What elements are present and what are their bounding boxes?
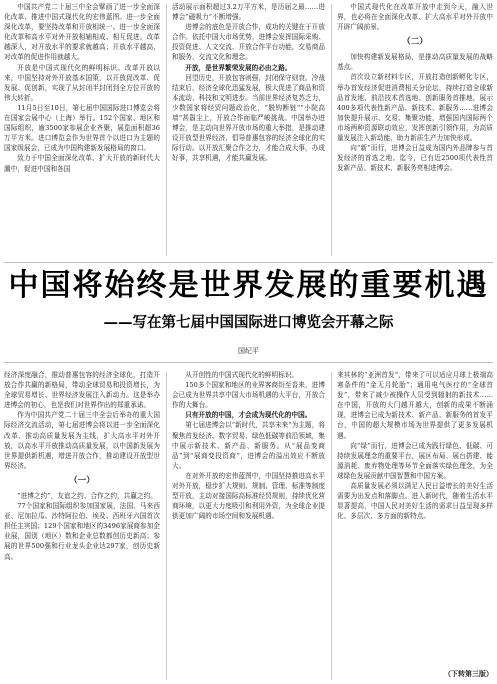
paragraph: 中国式现代化在改革开放中走到今天，融入世界，也必将在全面深化改革、扩大高水平对外开放中开辟广阔前景。 bbox=[337, 3, 493, 32]
divider bbox=[4, 362, 493, 363]
section-heading: （二） bbox=[402, 37, 428, 48]
article-column-bottom-1 bbox=[4, 370, 160, 682]
byline: 国纪平 bbox=[238, 347, 259, 355]
paragraph: 致力于中国全面深化改革、扩大开放的新时代大潮中，促进中国和各国 bbox=[4, 154, 160, 173]
paragraph: 开放，是世界繁荣发展的必由之路。 bbox=[185, 63, 292, 72]
paragraph: 作为中国共产党二十届三中全会后举办的重大国际经济交流活动，第七届进博会将以进一步全面深化改革、推动高质量发展为主线，扩大高水平对外开放，以高水平开放推动高质量发展，以中国新发展为世界提供新机遇，增进开放合作，推动建设开放型世界经济。 bbox=[4, 411, 160, 470]
paragraph: 77个国家和国际组织参加国家展，法国、马来西亚、尼加拉瓜、沙特阿拉伯、埃及、西班牙六国首次担任主宾国；129个国家和地区的3496家展商参加企业展，国别（地区）数和企业总数都创历史新高；参展的世界500强和行业龙头企业达297家，创历史新高。 bbox=[4, 502, 160, 561]
paragraph: 首次设立新材料专区，开放打造创新孵化专区，举办首发经济促进消费相关分论坛，持续打造全球新品首发地、前沿技术首选地、创新服务首推地，展示400多项代表性新产品、新技术、新服务……进博会加快提升展示、交易、集聚功能，增强国内国际两个市场两种资源联动效应，发挥创新引领作用，为高质量发展注入新动能，助力新质生产力加快形成。 bbox=[337, 73, 493, 143]
article-column-top-3 bbox=[337, 2, 493, 258]
paragraph: 向“绿”而行，进博会已成为践行绿色、低碳、可持续发展理念的重要平台，展区布局、展台搭建、能源消耗、废弃物处理等环节全面落实绿色理念，为全球绿色发展贡献中国智慧和中国方案。 bbox=[337, 441, 493, 480]
paragraph: 第七届进博会以“新时代，共享未来”为主题，将聚焦首发经济、数字贸易、绿色低碳等前沿领域，集中展示新技术、新产品、新服务。从“展品变商品”到“展商变投资商”，进博会的溢出效应不断放大。 bbox=[172, 421, 325, 470]
column-divider bbox=[166, 4, 167, 256]
article-column-bottom-3 bbox=[337, 370, 493, 666]
column-divider bbox=[331, 372, 332, 680]
headline: 中国将始终是世界发展的重要机遇 bbox=[8, 268, 489, 303]
continued-notice: （下转第三版） bbox=[444, 669, 493, 678]
divider bbox=[4, 262, 493, 263]
column-divider bbox=[331, 4, 332, 256]
paragraph: 只有开放的中国，才会成为现代化的中国。 bbox=[185, 411, 312, 420]
paragraph: 来其林的“亚洲首发”，带来了可以适应月球上极端高寒条件的“金无月轮胎”；通用电气医疗的“全球首发”，带来了减少被操作人员受到辐射的新技术……在中国，开放的大门越开越大，创新的成果不断涌现，进博会已成为新技术、新产品、新服务的首发平台，中国的超大规模市场为世界提供了更多发展机遇。 bbox=[337, 371, 493, 440]
paragraph: 加快构建新发展格局，是推动高质量发展的战略基点。 bbox=[337, 53, 493, 72]
paragraph: 在对外开放的宏伟蓝图中，中国坚持推进高水平对外开放，稳步扩大规则、规制、管理、标准等制度型开放，主动对接国际高标准经贸规则，持续优化营商环境，以更大力度吸引和利用外资，为全球企业提供更加广阔的市场空间和发展机遇。 bbox=[172, 471, 325, 521]
paragraph: “进博之约”，友谊之约、合作之约，共赢之约。 bbox=[17, 491, 157, 500]
paragraph: 活动展示面积超过3.2万平方米，是历届之最……进博会“磁吸力”不断增强。 bbox=[172, 3, 325, 22]
article-column-top-1 bbox=[4, 2, 160, 258]
section-heading: （一） bbox=[69, 475, 95, 486]
paragraph: 11月5日至10日，第七届中国国际进口博览会将在国家会展中心（上海）举行。152个国家、地区和国际组织，逾3500家参展企业齐聚，展览面积超36万平方米。进口博览会作为世界首个以进口为主题的国家级展会，已成为中国构建新发展格局的窗口。 bbox=[4, 103, 160, 153]
paragraph: 向“新”而行，进博会日益成为国内外品牌参与首发经济的首选之地。迄今，已有近2500项代表性首发新产品、新技术、新服务亮相进博会。 bbox=[337, 144, 493, 173]
paragraph: 经济深度融合，推动普惠包容的经济全球化，打造开放合作共赢的新格局，带动全球贸易和投资增长，为全球贸易增长、世界经济发展注入新动力。这是举办进博会的初心，也是我们对世界作出的郑重承诺。 bbox=[4, 371, 160, 410]
article-column-bottom-2 bbox=[172, 370, 325, 682]
column-divider bbox=[166, 372, 167, 680]
paragraph: 开放是中国式现代化的鲜明标识。改革开放以来，中国坚持对外开放基本国策，以开放促改革、促发展、促创新，实现了从封闭半封闭到全方位开放的伟大转折。 bbox=[4, 63, 160, 102]
paragraph: 从开创性的中国式现代化的鲜明标识。 bbox=[185, 371, 299, 379]
paragraph: 中国共产党二十届三中全会擘画了进一步全面深化改革、推进中国式现代化的宏伟蓝图。进一步全面深化改革，要坚持改革和开放相统一。进一步全面深化改革和高水平对外开放相辅相成、相互促进。改革越深入，对开放水平的要求就越高；开放水平越高，对改革的促进作用就越大。 bbox=[4, 3, 160, 62]
paragraph: 150多个国家和地区的业界客商纷至沓来，进博会已成为世界共享中国大市场机遇的大平台，开放合作的大舞台。 bbox=[172, 381, 325, 410]
paragraph: 进博会的底色是开放合作，成功的关键在于开放合作。依托中国大市场优势，进博会发挥国际采购、投资促进、人文交流、开放合作平台功能，交易商品和服务、交流文化和理念。 bbox=[172, 23, 325, 62]
paragraph: 高质量发展必须以满足人民日益增长的美好生活需要为出发点和落脚点。进入新时代，随着生活水平显著提高，中国人民对美好生活的需求日益呈现多样化、多层次、多方面的新特点。 bbox=[337, 482, 493, 521]
paragraph: 回望历史，开放包容则强，封闭保守则衰。冷战结束后，经济全球化迅猛发展，极大促进了商品和资本流动、科技和文明进步。当前世界经济复苏乏力，少数国家将经贸问题政治化，“脱钩断链”“小院高墙”甚嚣尘上，开放合作面临严峻挑战。中国举办进博会，是主动向世界开放市场的重大举措，是推动建设开放型世界经济、倡导普惠包容的经济全球化的实际行动。以开放汇聚合作之力，才能合成大事，办成好事，共享机遇，才能共赢发展。 bbox=[172, 73, 325, 163]
article-column-top-2 bbox=[172, 2, 325, 258]
subheadline: ——写在第七届中国国际进口博览会开幕之际 bbox=[103, 314, 394, 331]
